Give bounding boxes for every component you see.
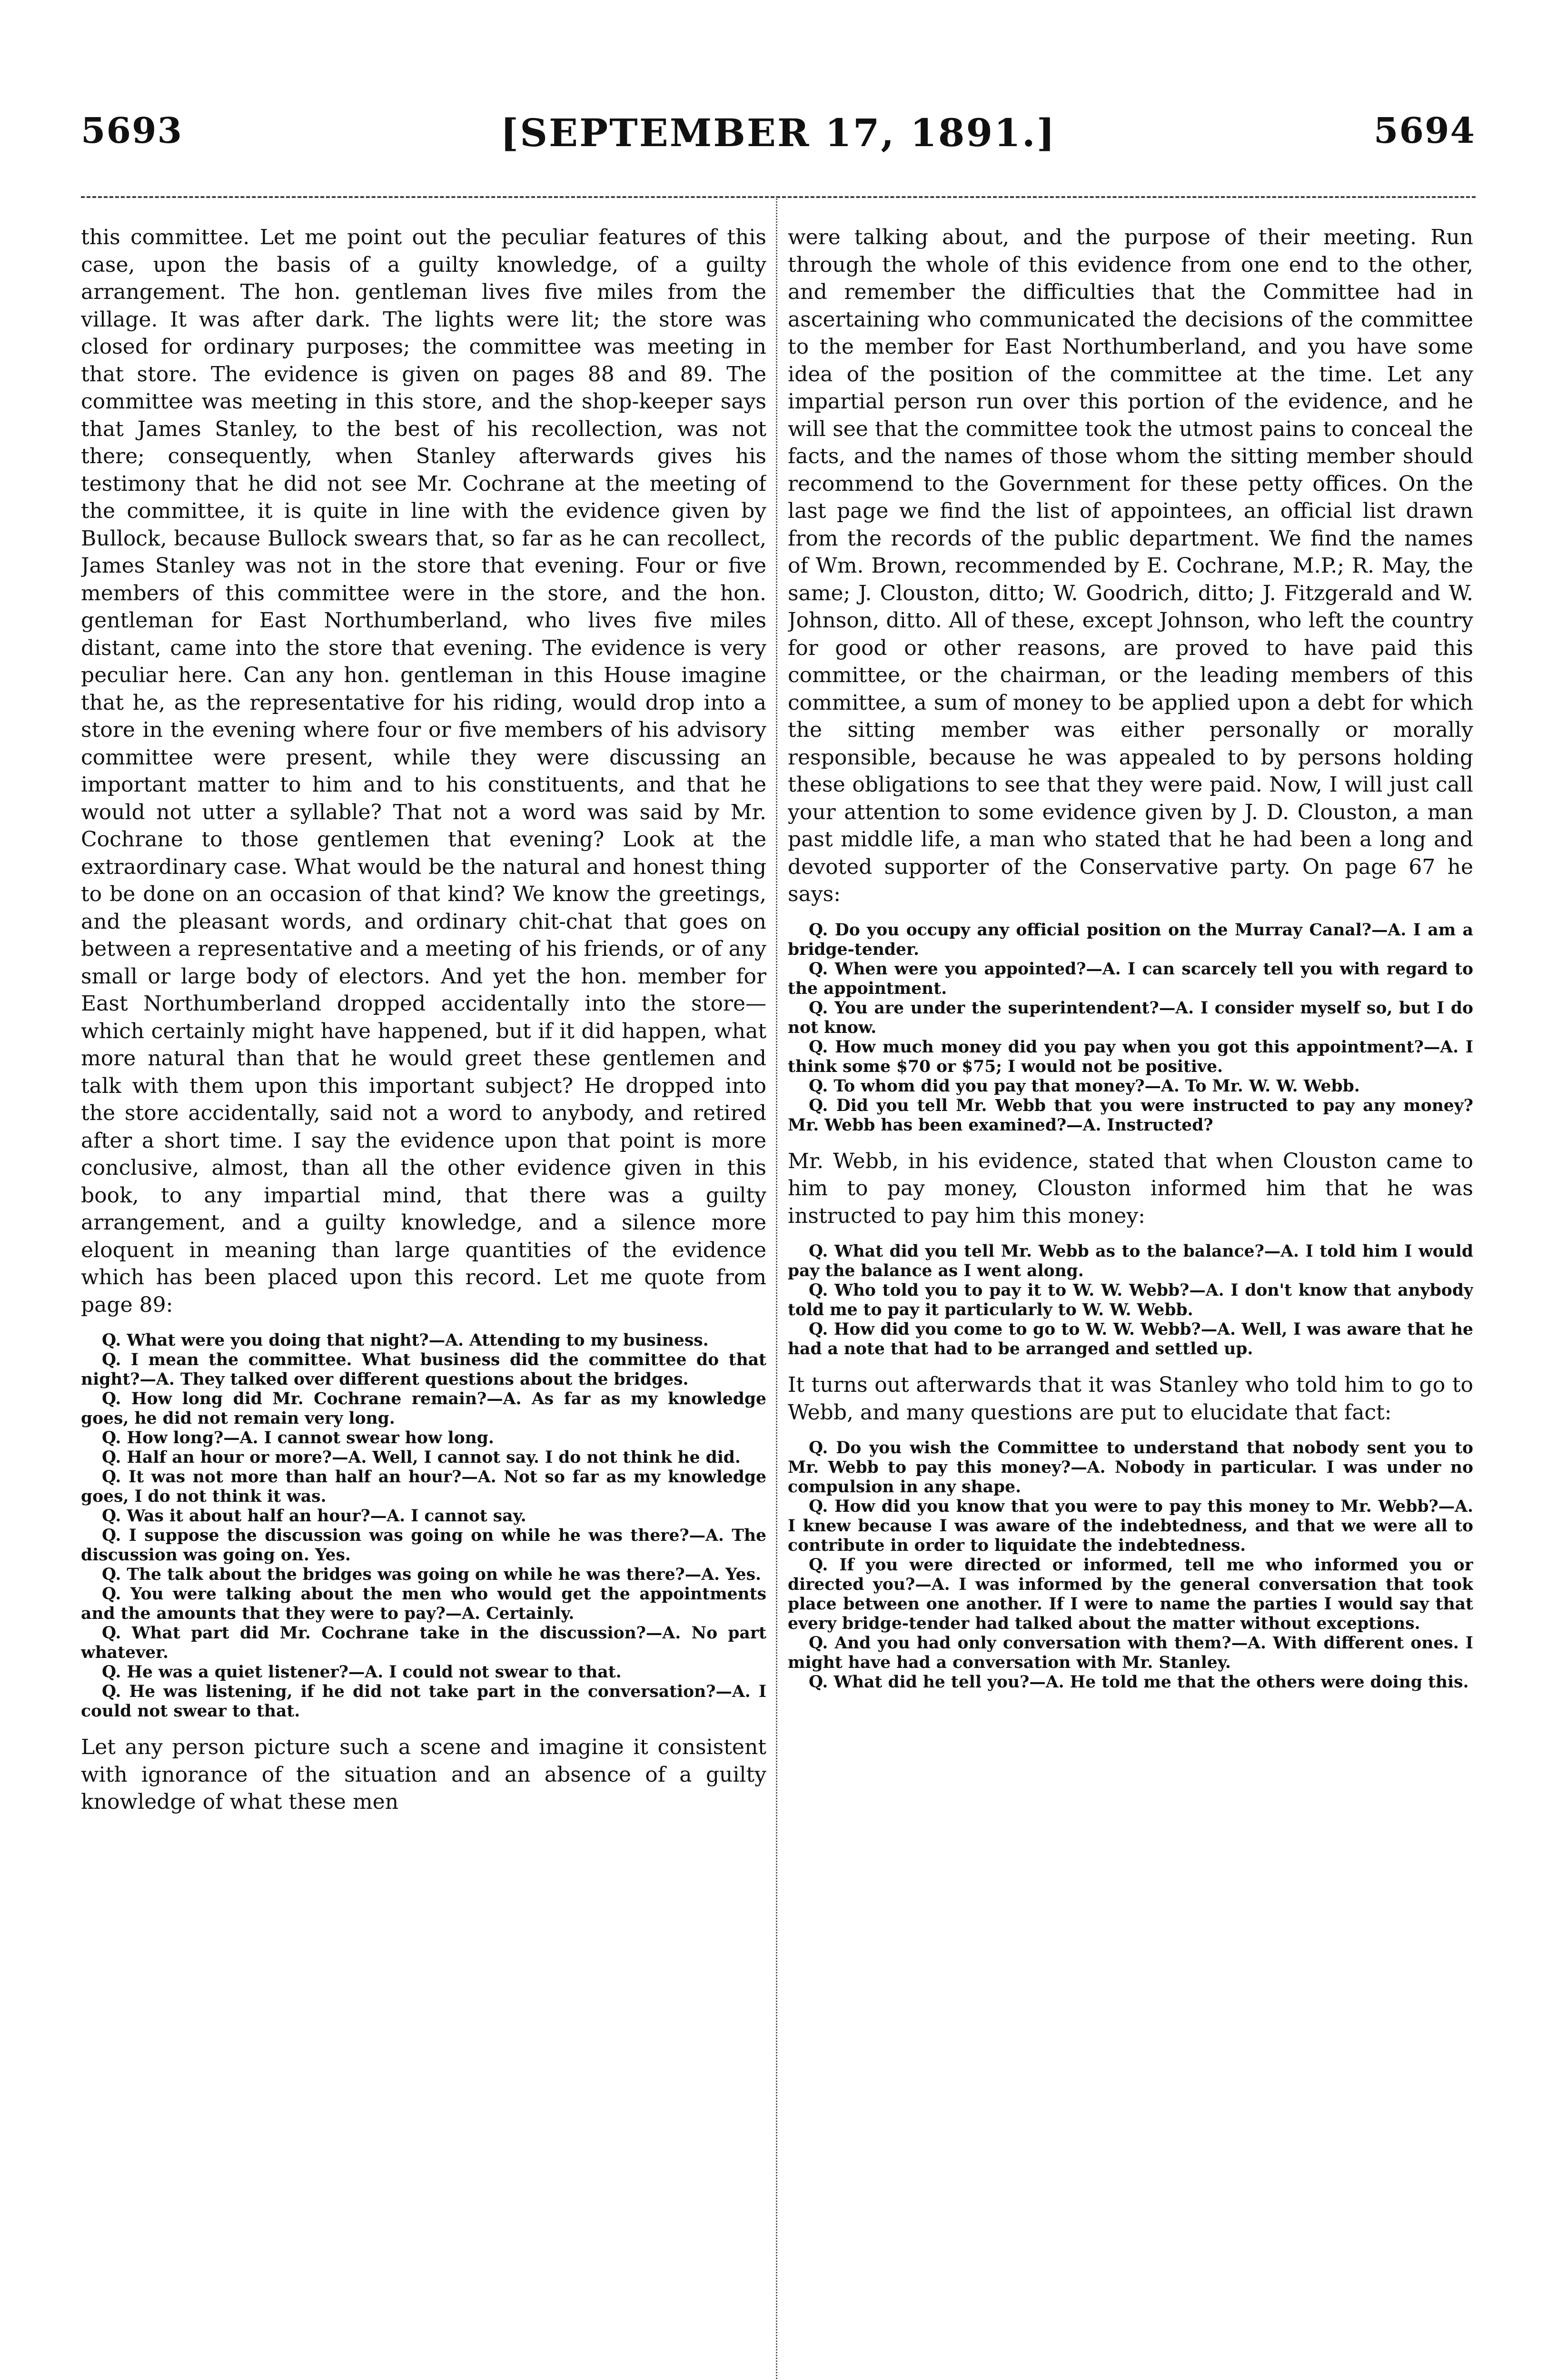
testimony-line: Q. It was not more than half an hour?—A. Not so far as my knowledge goes, I do not think it was. — [81, 1468, 766, 1506]
header-rule — [81, 196, 1476, 198]
right-paragraph-1: were talking about, and the purpose of their meeting. Run through the whole of this evidence from one end to the other, and remember the difficulties that the Committee had in ascertaining who communicated the decisions of the committee to the member for East Northumberland, and you have some idea of the position of the committee at the time. Let any impartial person run over this portion of the evidence, and he will see that the committee took the utmost pains to conceal the facts, and the names of those whom the sitting member should recommend to the Government for these petty offices. On the last page we find the list of appointees, an official list drawn from the records of the public department. We find the names of Wm. Brown, recommended by E. Cochrane, M.P.; R. May, the same; J. Clouston, ditto; W. Goodrich, ditto; J. Fitzgerald and W. Johnson, ditto. All of these, except Johnson, who left the country for good or other reasons, are proved to have paid this committee, or the chairman, or the leading members of this committee, a sum of money to be applied upon a debt for which the sitting member was either personally or morally responsible, because he was appealed to by persons holding these obligations to see that they were paid. Now, I will just call your attention to some evidence given by J. D. Clouston, a man past middle life, a man who stated that he had been a long and devoted supporter of the Conservative party. On page 67 he says: — [788, 225, 1473, 906]
left-column — [81, 224, 766, 2380]
left-paragraph-1: this committee. Let me point out the peculiar features of this case, upon the basis of a guilty knowledge, of a guilty arrangement. The hon. gentleman lives five miles from the village. It was after dark. The lights were lit; the store was closed for ordinary purposes; the committee was meeting in that store. The evidence is given on pages 88 and 89. The committee was meeting in this store, and the shop-keeper says that James Stanley, to the best of his recollection, was not there; consequently, when Stanley afterwards gives his testimony that he did not see Mr. Cochrane at the meeting of the committee, it is quite in line with the evidence given by Bullock, because Bullock swears that, so far as he can recollect, James Stanley was not in the store that evening. Four or five members of this committee were in the store, and the hon. gentleman for East Northumberland, who lives five miles distant, came into the store that evening. The evidence is very peculiar here. Can any hon. gentleman in this House imagine that he, as the representative for his riding, would drop into a store in the evening where four or five members of his advisory committee were present, while they were discussing an important matter to him and to his constituents, and that he would not utter a syllable? That not a word was said by Mr. Cochrane to those gentlemen that evening? Look at the extraordinary case. What would be the natural and honest thing to be done on an occasion of that kind? We know the greetings, and the pleasant words, and ordinary chit-chat that goes on between a representative and a meeting of his friends, or of any small or large body of electors. And yet the hon. member for East Northumberland dropped accidentally into the store—which certainly might have happened, but if it did happen, what more natural than that he would greet these gentlemen and talk with them upon this important subject? He dropped into the store accidentally, said not a word to anybody, and retired after a short time. I say the evidence upon that point is more conclusive, almost, than all the other evidence given in this book, to any impartial mind, that there was a guilty arrangement, and a guilty knowledge, and a silence more eloquent in meaning than large quantities of the evidence which has been placed upon this record. Let me quote from page 89: — [81, 225, 766, 1317]
testimony-line: Q. I suppose the discussion was going on while he was there?—A. The discussion was going on. Yes. — [81, 1526, 766, 1565]
right-column — [788, 224, 1473, 2380]
right-testimony-1 — [788, 921, 1473, 1135]
column-divider — [776, 196, 777, 2380]
testimony-line: Q. He was listening, if he did not take part in the conversation?—A. I could not swear to that. — [81, 1682, 766, 1721]
testimony-line: Q. How long?—A. I cannot swear how long. — [102, 1428, 494, 1448]
testimony-line: Q. Do you wish the Committee to understand that nobody sent you to Mr. Webb to pay this money?—A. Nobody in particular. I was under no compulsion in any shape. — [788, 1438, 1473, 1497]
testimony-line: Q. Did you tell Mr. Webb that you were instructed to pay any money? Mr. Webb has been examined?—A. Instructed? — [788, 1096, 1473, 1135]
testimony-line: Q. If you were directed or informed, tell me who informed you or directed you?—A. I was informed by the general conversation that took place between one another. If I were to name the parties I would say that every bridge-tender had talked about the matter without exceptions. — [788, 1556, 1473, 1633]
testimony-line: Q. You are under the superintendent?—A. I consider myself so, but I do not know. — [788, 998, 1473, 1037]
right-testimony-2 — [788, 1242, 1473, 1359]
testimony-line: Q. How much money did you pay when you got this appointment?—A. I think some $70 or $75; I would not be positive. — [788, 1037, 1473, 1076]
testimony-line: Q. The talk about the bridges was going on while he was there?—A. Yes. — [102, 1565, 762, 1584]
testimony-line: Q. I mean the committee. What business did the committee do that night?—A. They talked over different questions about the bridges. — [81, 1350, 766, 1389]
page-header — [81, 110, 1476, 168]
testimony-line: Q. Half an hour or more?—A. Well, I cannot say. I do not think he did. — [102, 1448, 741, 1467]
testimony-line: Q. He was a quiet listener?—A. I could not swear to that. — [102, 1663, 622, 1682]
left-testimony — [81, 1331, 766, 1721]
right-paragraph-3: It turns out afterwards that it was Stanley who told him to go to Webb, and many questions are put to elucidate that fact: — [788, 1373, 1473, 1425]
testimony-line: Q. What did you tell Mr. Webb as to the balance?—A. I told him I would pay the balance as I went along. — [788, 1242, 1473, 1280]
testimony-line: Q. Was it about half an hour?—A. I cannot say. — [102, 1507, 526, 1526]
testimony-line: Q. Do you occupy any official position on the Murray Canal?—A. I am a bridge-tender. — [788, 920, 1473, 959]
page-number-left: 5693 — [81, 110, 183, 151]
right-testimony-3 — [788, 1438, 1473, 1692]
testimony-line: Q. What part did Mr. Cochrane take in the discussion?—A. No part whatever. — [81, 1624, 766, 1662]
testimony-line: Q. What did he tell you?—A. He told me that the others were doing this. — [809, 1673, 1469, 1692]
testimony-line: Q. You were talking about the men who would get the appointments and the amounts that they were to pay?—A. Certainly. — [81, 1585, 766, 1623]
left-paragraph-2: Let any person picture such a scene and imagine it consistent with ignorance of the situation and an absence of a guilty knowledge of what these men — [81, 1735, 766, 1814]
page-number-right: 5694 — [1374, 110, 1476, 151]
testimony-line: Q. How did you know that you were to pay this money to Mr. Webb?—A. I knew because I was aware of the indebtedness, and that we were all to contribute in order to liquidate the indebtedness. — [788, 1497, 1473, 1555]
testimony-line: Q. What were you doing that night?—A. Attending to my business. — [102, 1331, 709, 1350]
testimony-line: Q. When were you appointed?—A. I can scarcely tell you with regard to the appointment. — [788, 959, 1473, 998]
testimony-line: Q. How long did Mr. Cochrane remain?—A. As far as my knowledge goes, he did not remain very long. — [81, 1389, 766, 1428]
header-date: [SEPTEMBER 17, 1891.] — [500, 110, 1056, 155]
testimony-line: Q. And you had only conversation with them?—A. With different ones. I might have had a conversation with Mr. Stanley. — [788, 1634, 1473, 1672]
testimony-line: Q. To whom did you pay that money?—A. To Mr. W. W. Webb. — [809, 1076, 1360, 1096]
testimony-line: Q. Who told you to pay it to W. W. Webb?—A. I don't know that anybody told me to pay it particularly to W. W. Webb. — [788, 1281, 1473, 1319]
right-paragraph-2: Mr. Webb, in his evidence, stated that when Clouston came to him to pay money, Clouston informed him that he was instructed to pay him this money: — [788, 1149, 1473, 1228]
testimony-line: Q. How did you come to go to W. W. Webb?—A. Well, I was aware that he had a note that had to be arranged and settled up. — [788, 1320, 1473, 1359]
